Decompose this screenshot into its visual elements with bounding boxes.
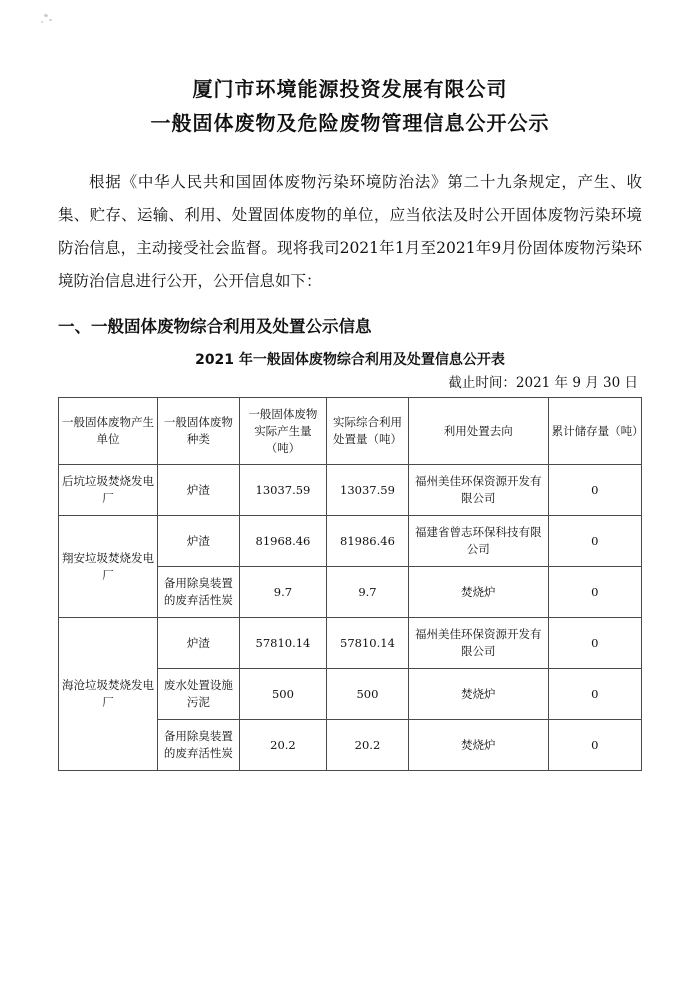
cell-stored: 0 [548, 669, 641, 720]
table-title: 2021 年一般固体废物综合利用及处置信息公开表 [195, 352, 505, 368]
cell-produced: 81968.46 [239, 516, 326, 567]
cell-destination: 福州美佳环保资源开发有限公司 [408, 465, 548, 516]
cell-stored: 0 [548, 618, 641, 669]
cell-stored: 0 [548, 567, 641, 618]
table-header-cell: 一般固体废物实际产生量（吨） [239, 398, 326, 465]
deadline-label: 截止时间：2021 年 9 月 30 日 [448, 375, 638, 391]
cell-disposed: 20.2 [327, 720, 409, 771]
intro-paragraph: 根据《中华人民共和国固体废物污染环境防治法》第二十九条规定，产生、收集、贮存、运输、利用、处置固体废物的单位，应当依法及时公开固体废物污染环境防治信息，主动接受社会监督。现将我司2021年1月至2021年9月份固体废物污染环境防治信息进行公开，公开信息如下： [58, 173, 642, 290]
title-line-1: 厦门市环境能源投资发展有限公司 [192, 77, 508, 101]
cell-destination: 福建省曾志环保科技有限公司 [408, 516, 548, 567]
cell-disposed: 13037.59 [327, 465, 409, 516]
table-header [59, 398, 642, 465]
cell-produced: 57810.14 [239, 618, 326, 669]
cell-produced: 9.7 [239, 567, 326, 618]
cell-destination: 福州美佳环保资源开发有限公司 [408, 618, 548, 669]
cell-type: 炉渣 [158, 618, 240, 669]
cell-produced: 13037.59 [239, 465, 326, 516]
table-body [59, 465, 642, 771]
table-header-cell: 利用处置去向 [408, 398, 548, 465]
cell-type: 炉渣 [158, 516, 240, 567]
table-row [59, 465, 642, 516]
cell-unit: 海沧垃圾焚烧发电厂 [59, 618, 158, 771]
cell-unit: 后坑垃圾焚烧发电厂 [59, 465, 158, 516]
scan-speck [49, 19, 52, 21]
cell-type: 炉渣 [158, 465, 240, 516]
waste-table [58, 397, 642, 771]
cell-stored: 0 [548, 516, 641, 567]
title-line-2: 一般固体废物及危险废物管理信息公开公示 [150, 111, 550, 135]
cell-unit: 翔安垃圾焚烧发电厂 [59, 516, 158, 618]
cell-produced: 500 [239, 669, 326, 720]
cell-type: 备用除臭装置的废弃活性炭 [158, 567, 240, 618]
section-heading: 一、一般固体废物综合利用及处置公示信息 [58, 317, 372, 336]
cell-destination: 焚烧炉 [408, 567, 548, 618]
cell-type: 备用除臭装置的废弃活性炭 [158, 720, 240, 771]
cell-disposed: 9.7 [327, 567, 409, 618]
cell-type: 废水处置设施污泥 [158, 669, 240, 720]
scan-speck [41, 21, 43, 23]
table-header-cell: 一般固体废物种类 [158, 398, 240, 465]
cell-disposed: 81986.46 [327, 516, 409, 567]
cell-destination: 焚烧炉 [408, 669, 548, 720]
page-title [58, 0, 642, 140]
table-header-row [59, 398, 642, 465]
table-row [59, 516, 642, 567]
table-header-cell: 实际综合利用处置量（吨） [327, 398, 409, 465]
cell-disposed: 57810.14 [327, 618, 409, 669]
table-row [59, 618, 642, 669]
scan-speck [44, 13, 49, 17]
table-header-cell: 一般固体废物产生单位 [59, 398, 158, 465]
cell-destination: 焚烧炉 [408, 720, 548, 771]
cell-stored: 0 [548, 720, 641, 771]
cell-stored: 0 [548, 465, 641, 516]
table-header-cell: 累计储存量（吨） [548, 398, 641, 465]
cell-disposed: 500 [327, 669, 409, 720]
cell-produced: 20.2 [239, 720, 326, 771]
